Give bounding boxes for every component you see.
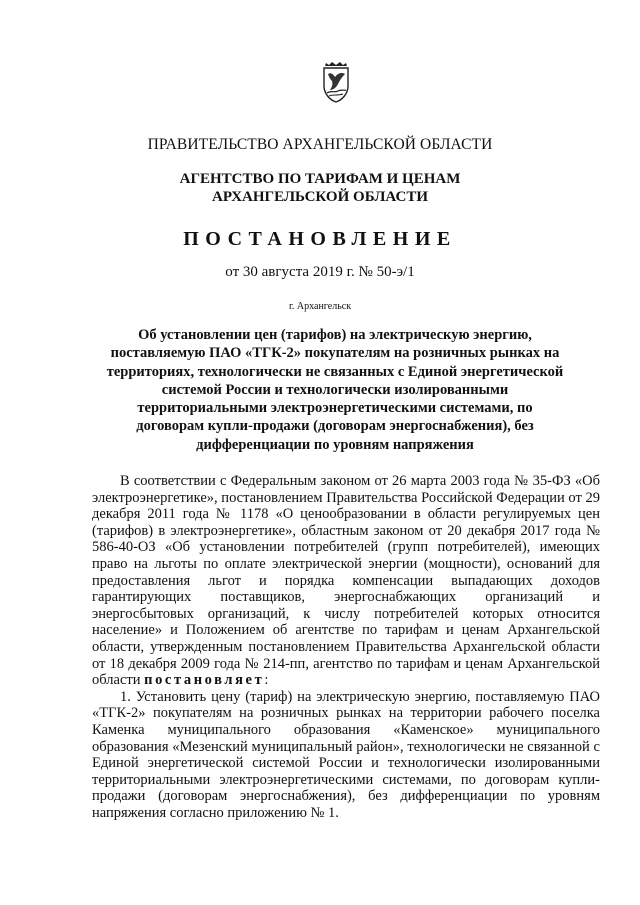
document-city: г. Архангельск bbox=[288, 301, 352, 312]
agency-title-line-2: АРХАНГЕЛЬСКОЙ ОБЛАСТИ bbox=[212, 189, 428, 205]
document-date-number: от 30 августа 2019 г. № 50-э/1 bbox=[225, 264, 415, 280]
point-1-paragraph: 1. Установить цену (тариф) на электрическую энергию, поставляемую ПАО «ТГК-2» покупателям на розничных рынках на территории рабочего поселка Каменка муниципального образования «Каменское» муниципального образования «Мезенский муниципальный район», технологически не связанной с Единой энергетической системой России и технологически изолированными территориальными электроэнергетическими системами, по договорам купли-продажи (договорам энергоснабжения), без дифференциации по уровням напряжения согласно приложению № 1. bbox=[92, 688, 600, 821]
government-title: ПРАВИТЕЛЬСТВО АРХАНГЕЛЬСКОЙ ОБЛАСТИ bbox=[147, 136, 493, 153]
document-body bbox=[92, 473, 600, 821]
document-type: ПОСТАНОВЛЕНИЕ bbox=[183, 228, 457, 250]
preamble-text: В соответствии с Федеральным законом от 26 марта 2003 года № 35-ФЗ «Об электроэнергетике», постановлением Правительства Российской Федерации от 29 декабря 2011 года № 1178 «О ценообразовании в области регулируемых цен (тарифов) в электроэнергетике», областным законом от 20 декабря 2017 года № 586-40-ОЗ «Об установлении потребителей (групп потребителей), имеющих право на льготы по оплате электрической энергии (мощности), оснований для предоставления льгот и порядка компенсации выпадающих доходов гарантирующих поставщиков, энергоснабжающих организаций и энергосбытовых организаций, к числу потребителей которых относится население» и Положением об агентстве по тарифам и ценам Архангельской области, утвержденным постановлением Правительства Архангельской области от 18 декабря 2009 года № 214-пп, агентство по тарифам и ценам Архангельской области bbox=[92, 473, 600, 689]
resolves-word: постановляет bbox=[144, 672, 265, 689]
coat-of-arms-icon bbox=[318, 60, 354, 104]
document-subject: Об установлении цен (тарифов) на электрическую энергию, поставляемую ПАО «ТГК-2» покупателям на розничных рынках на территориях, технологически не связанных с Единой энергетической системой России и технологически изолированными территориальными электроэнергетическими системами, по договорам купли-продажи (договорам энергоснабжения), без дифференциации по уровням напряжения bbox=[106, 327, 564, 453]
agency-title-line-1: АГЕНТСТВО ПО ТАРИФАМ И ЦЕНАМ bbox=[179, 171, 461, 187]
agency-title bbox=[0, 170, 640, 206]
resolves-colon: : bbox=[264, 672, 269, 689]
preamble-paragraph bbox=[92, 473, 600, 689]
